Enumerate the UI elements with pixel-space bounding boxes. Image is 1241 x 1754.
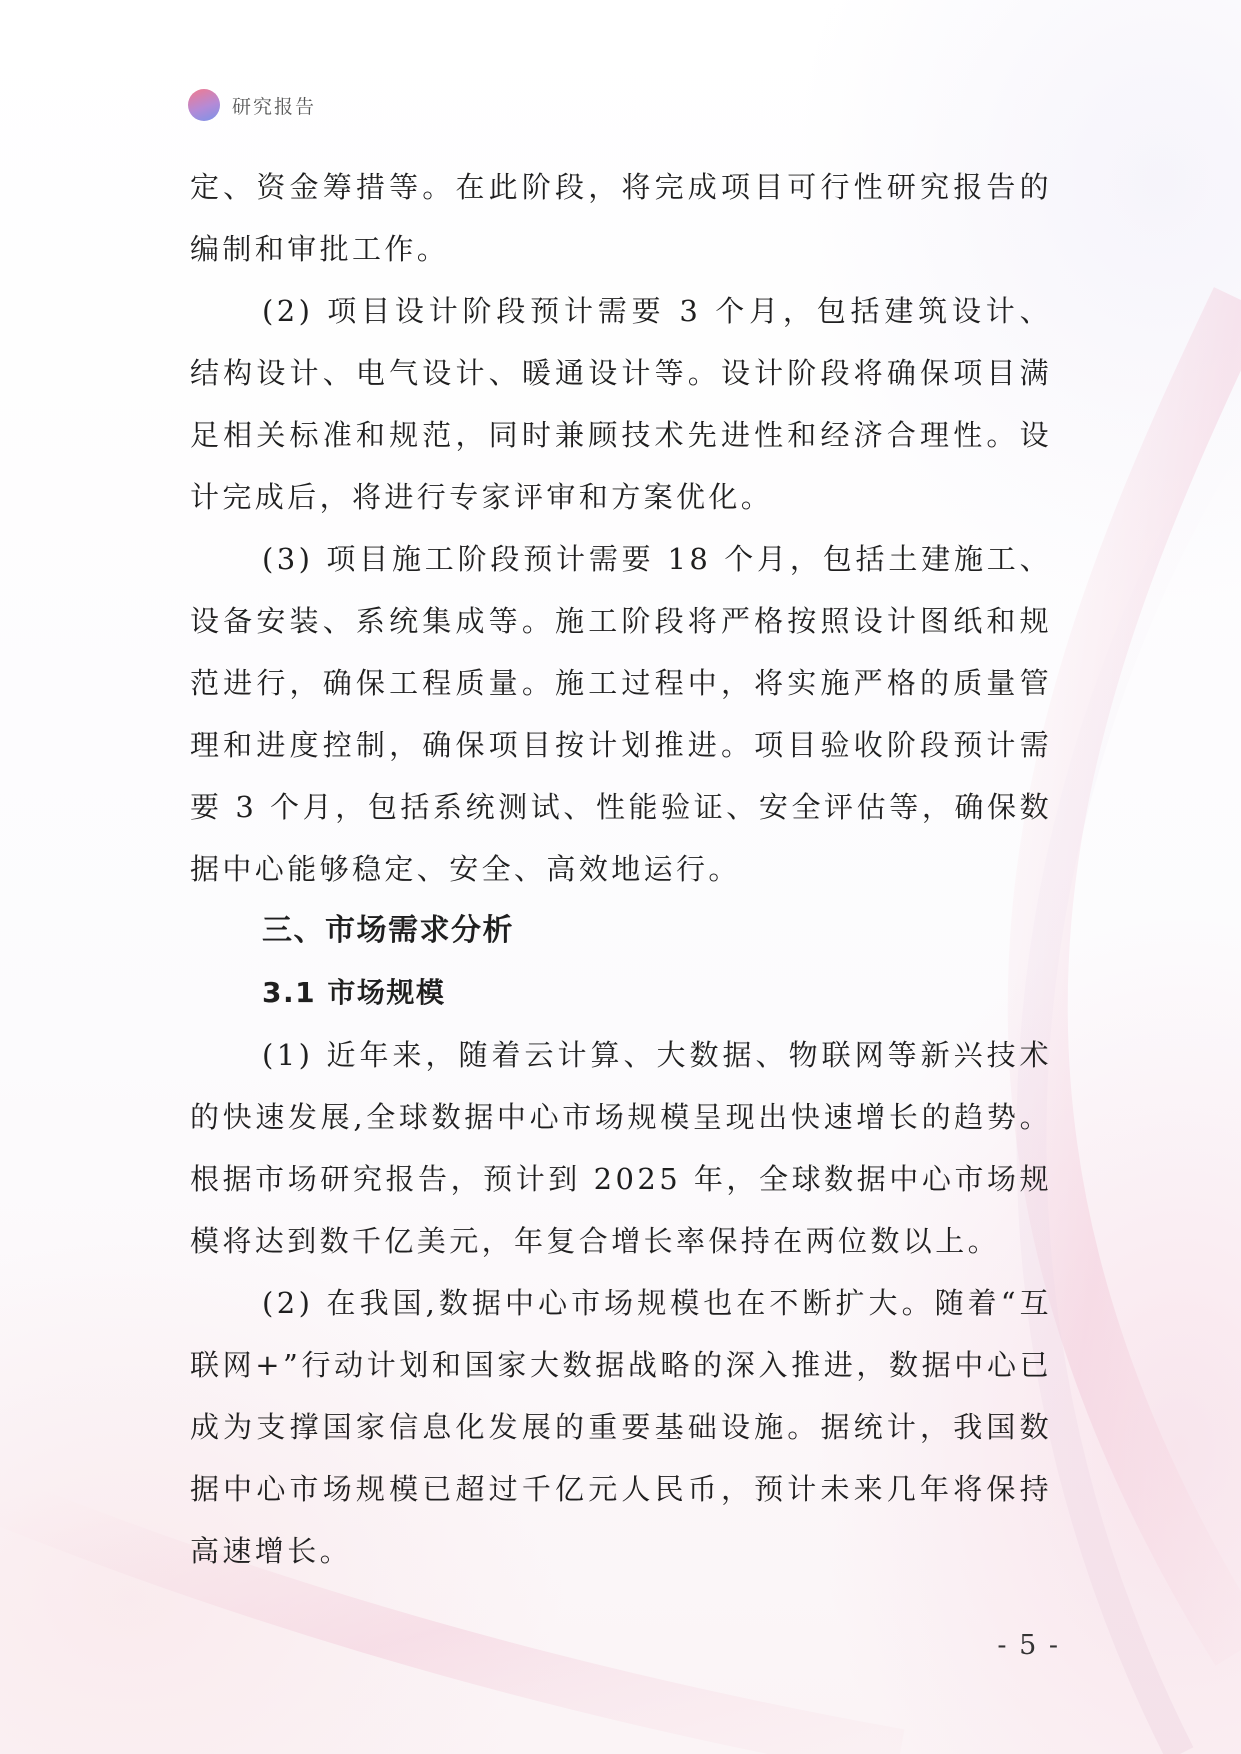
- report-logo-dot: [188, 89, 220, 121]
- subsection-heading: 3.1 市场规模: [262, 976, 446, 1009]
- paragraph-global-market: (1) 近年来，随着云计算、大数据、物联网等新兴技术的快速发展,全球数据中心市场规模呈现出快速增长的趋势。根据市场研究报告，预计到 2025 年，全球数据中心市场规模将达到数千亿美元，年复合增长率保持在两位数以上。: [190, 1038, 1052, 1258]
- header-title: 研究报告: [232, 95, 317, 118]
- paragraph-feasibility-continuation: 定、资金筹措等。在此阶段，将完成项目可行性研究报告的编制和审批工作。: [190, 170, 1052, 266]
- paragraph-construction-phase: (3) 项目施工阶段预计需要 18 个月，包括土建施工、设备安装、系统集成等。施工阶段将严格按照设计图纸和规范进行，确保工程质量。施工过程中，将实施严格的质量管理和进度控制，确保项目按计划推进。项目验收阶段预计需要 3 个月，包括系统测试、性能验证、安全评估等，确保数据中心能够稳定、安全、高效地运行。: [190, 542, 1052, 886]
- section-heading: 三、市场需求分析: [262, 913, 514, 948]
- document-body: [190, 156, 1052, 1582]
- paragraph-domestic-market: (2) 在我国,数据中心市场规模也在不断扩大。随着“互联网+”行动计划和国家大数据战略的深入推进，数据中心已成为支撑国家信息化发展的重要基础设施。据统计，我国数据中心市场规模已超过千亿元人民币，预计未来几年将保持高速增长。: [190, 1286, 1052, 1568]
- page-number: - 5 -: [997, 1630, 1060, 1661]
- page-header: [188, 88, 316, 122]
- paragraph-design-phase: (2) 项目设计阶段预计需要 3 个月，包括建筑设计、结构设计、电气设计、暖通设计等。设计阶段将确保项目满足相关标准和规范，同时兼顾技术先进性和经济合理性。设计完成后，将进行专家评审和方案优化。: [190, 294, 1052, 514]
